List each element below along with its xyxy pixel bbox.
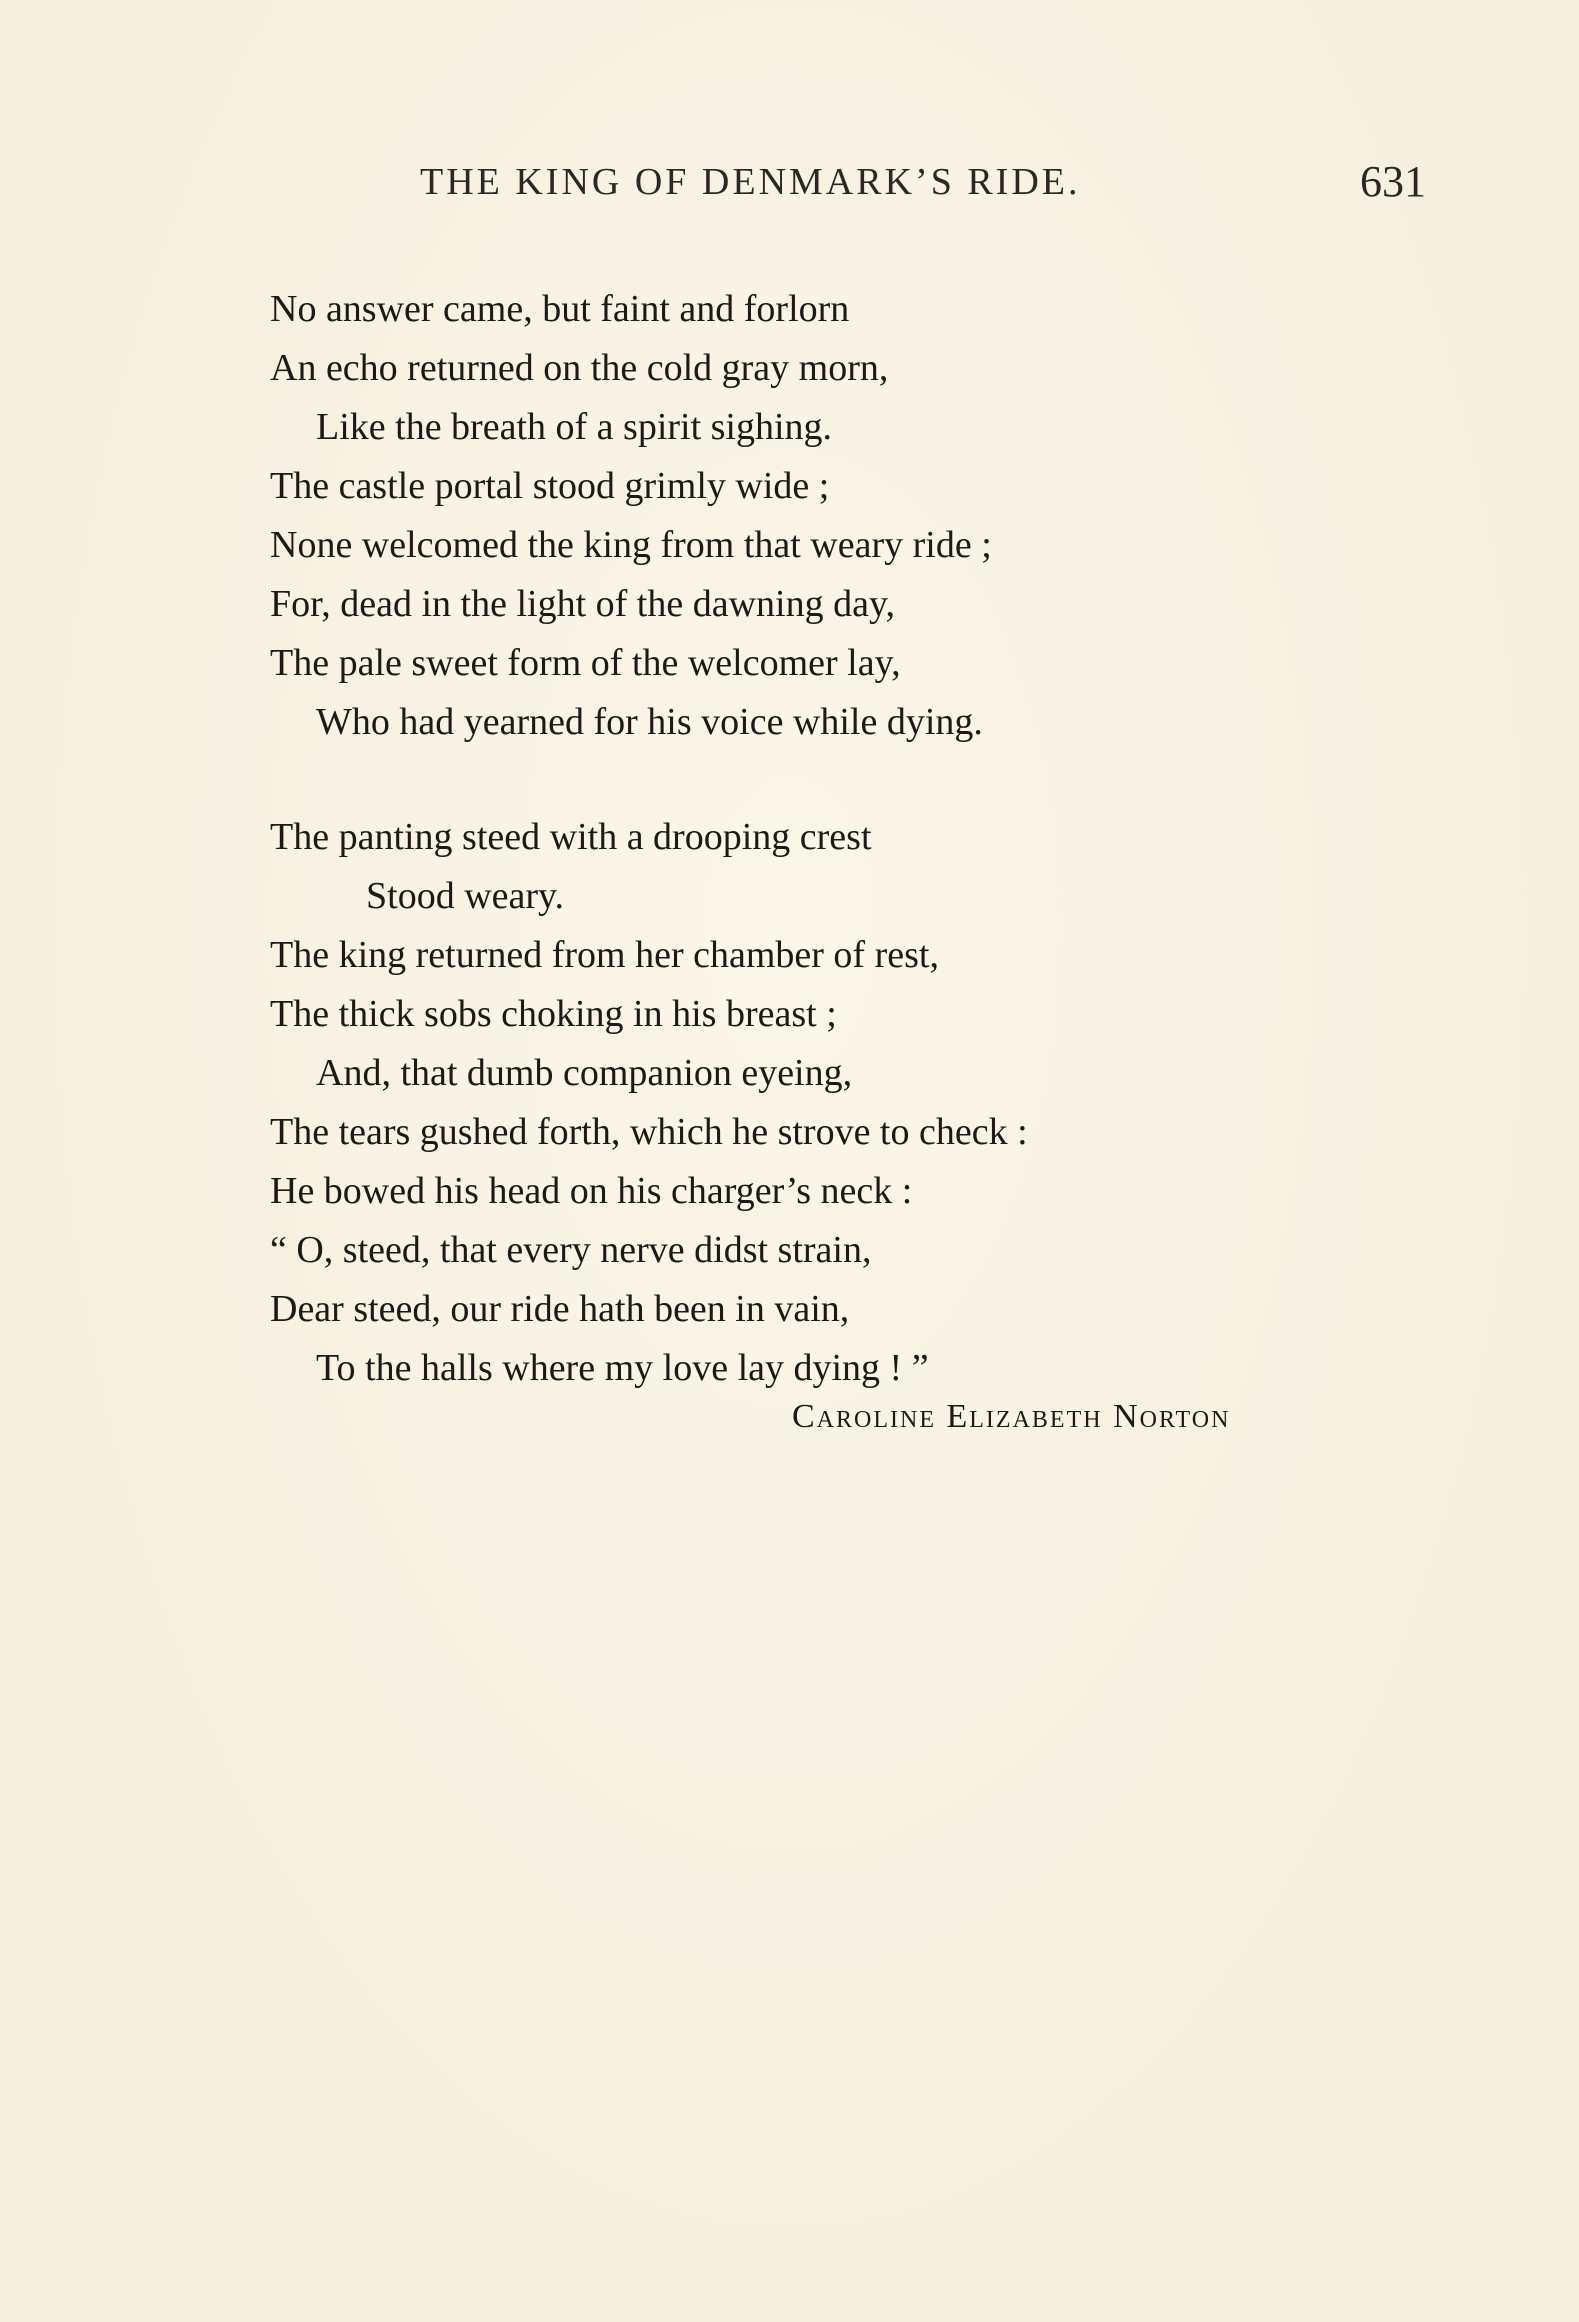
poem-line: No answer came, but faint and forlorn <box>270 288 850 330</box>
poem-line: Stood weary. <box>366 875 565 917</box>
poem-line: The pale sweet form of the welcomer lay, <box>270 642 901 684</box>
page-number: 631 <box>1360 157 1426 206</box>
poem-line: The king returned from her chamber of rest, <box>270 934 939 976</box>
stanza-2 <box>270 808 1028 1398</box>
poem-line: Like the breath of a spirit sighing. <box>316 406 833 448</box>
poem-line: An echo returned on the cold gray morn, <box>270 347 889 389</box>
poem-line: The panting steed with a drooping crest <box>270 816 872 858</box>
poem-line: The castle portal stood grimly wide ; <box>270 465 830 507</box>
poem-line: None welcomed the king from that weary ride ; <box>270 524 992 566</box>
poem-line: He bowed his head on his charger’s neck : <box>270 1170 913 1212</box>
poem-line: For, dead in the light of the dawning day, <box>270 583 895 625</box>
author-attribution: Caroline Elizabeth Norton <box>792 1398 1231 1435</box>
poem-line: To the halls where my love lay dying ! ” <box>316 1347 929 1389</box>
poem-line: Who had yearned for his voice while dying. <box>316 701 983 743</box>
poem-line: Dear steed, our ride hath been in vain, <box>270 1288 850 1330</box>
poem-line: “ O, steed, that every nerve didst strain, <box>270 1229 872 1271</box>
stanza-1 <box>270 280 992 752</box>
running-head-title: THE KING OF DENMARK’S RIDE. <box>420 161 1081 203</box>
poem-line: The tears gushed forth, which he strove to check : <box>270 1111 1028 1153</box>
poem-line: The thick sobs choking in his breast ; <box>270 993 837 1035</box>
poem-line: And, that dumb companion eyeing, <box>316 1052 853 1094</box>
